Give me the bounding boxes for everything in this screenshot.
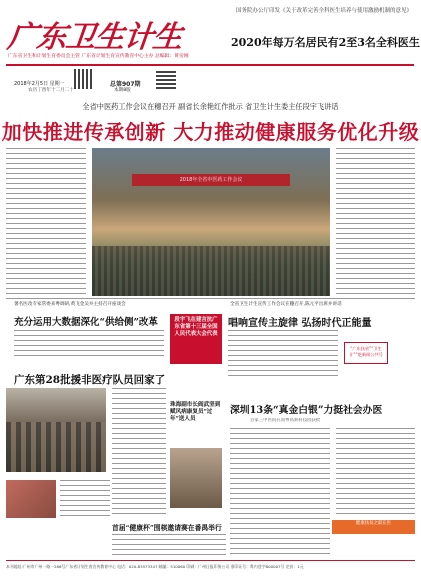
medics-body xyxy=(112,388,166,518)
ad-box[interactable]: 健康扶贫之最在医 xyxy=(332,520,415,534)
lead-body-column xyxy=(6,148,86,296)
caption-left: 暑名医改专家常委来粤调研,黄飞金吴并主持召开座谈会 xyxy=(14,302,126,307)
story-headline-propaganda[interactable]: 唱响宣传主旋律 弘扬时代正能量 xyxy=(228,318,372,329)
caption-right: 全省卫生计生宣传工作会议在穗召开,陈元平出席并讲话 xyxy=(230,302,342,307)
top-headline[interactable]: 2020年每万名居民有2至3名全科医生 xyxy=(231,36,420,49)
section-divider xyxy=(6,298,415,299)
story-headline-shenzhen[interactable]: 深圳13条“真金白银”力挺社会办医 xyxy=(230,405,383,416)
right-column-body xyxy=(336,428,415,518)
lunar-date: 农历丁酉年十二月二十 xyxy=(28,88,74,93)
top-teaser[interactable]: 国务院办公厅印发《关于改革完善全科医生培养与使用激励机制的意见》 xyxy=(236,8,413,14)
issue-number: 总第907期 xyxy=(110,81,141,88)
issue-info-bar xyxy=(6,66,414,96)
wechat-badge[interactable]: “广东扶省”“卫生计”“吃新闻公共号 xyxy=(344,342,388,364)
photo-crowd xyxy=(92,246,330,296)
qr-code-icon xyxy=(156,69,176,89)
story-headline-zhuhai[interactable]: 珠海副市长阎武坚到赋风病康复员“过年”送人员 xyxy=(170,402,221,422)
logo-subtitle: 广东省卫生和计划生育委员会主管 广东省计划生育宣传教育中心主办 总编辑：黄帝刚 xyxy=(8,54,189,59)
shenzhen-body xyxy=(230,428,330,558)
red-sidebar-box[interactable]: 段宇飞在建言抗广东省第十三届全国人民代表大会代表 xyxy=(170,314,222,364)
shenzhen-subhead: 首家三甲医院在南粤高新科技园获批 xyxy=(250,418,321,423)
footer-info: 本刊地址:广州市广州一路一286号广东省计划生育宣传教育中心 电话：020-83573347 邮编：510060 印刷：广州日报印务公司 准印证号：粤内登字B00007号 定价：1元 xyxy=(6,560,415,570)
story-headline-bigdata[interactable]: 充分运用大数据深化“供给侧”改革 xyxy=(14,317,158,328)
medics-photo[interactable] xyxy=(6,388,106,472)
story-headline-medics[interactable]: 广东第28批援非医疗队员回家了 xyxy=(14,374,166,386)
secondary-photo[interactable] xyxy=(6,480,56,518)
photo-banner: 2018年全省中医药工作会议 xyxy=(132,174,290,186)
lead-photo[interactable] xyxy=(92,148,330,296)
issue-date: 2018年2月5日 星期一 xyxy=(14,81,65,87)
zhuhai-photo[interactable] xyxy=(170,448,222,508)
lead-headline[interactable]: 加快推进传承创新 大力推动健康服务优化升级 xyxy=(1,120,420,144)
qr-code-icon xyxy=(74,69,94,89)
go-body xyxy=(112,534,226,558)
propaganda-body xyxy=(228,330,338,380)
lead-kicker: 全省中医药工作会议在穗召开 副省长余艳红作批示 省卫生计生委主任段宇飞讲话 xyxy=(82,102,339,111)
secondary-body xyxy=(60,480,110,518)
page-count: 本期8版 xyxy=(114,88,131,93)
bigdata-body xyxy=(14,330,164,356)
story-headline-go[interactable]: 首届“健康杯”围棋邀请赛在番禺举行 xyxy=(112,524,222,532)
right-body-column xyxy=(336,148,415,296)
newspaper-logo: 广东卫生计生 xyxy=(5,20,184,55)
